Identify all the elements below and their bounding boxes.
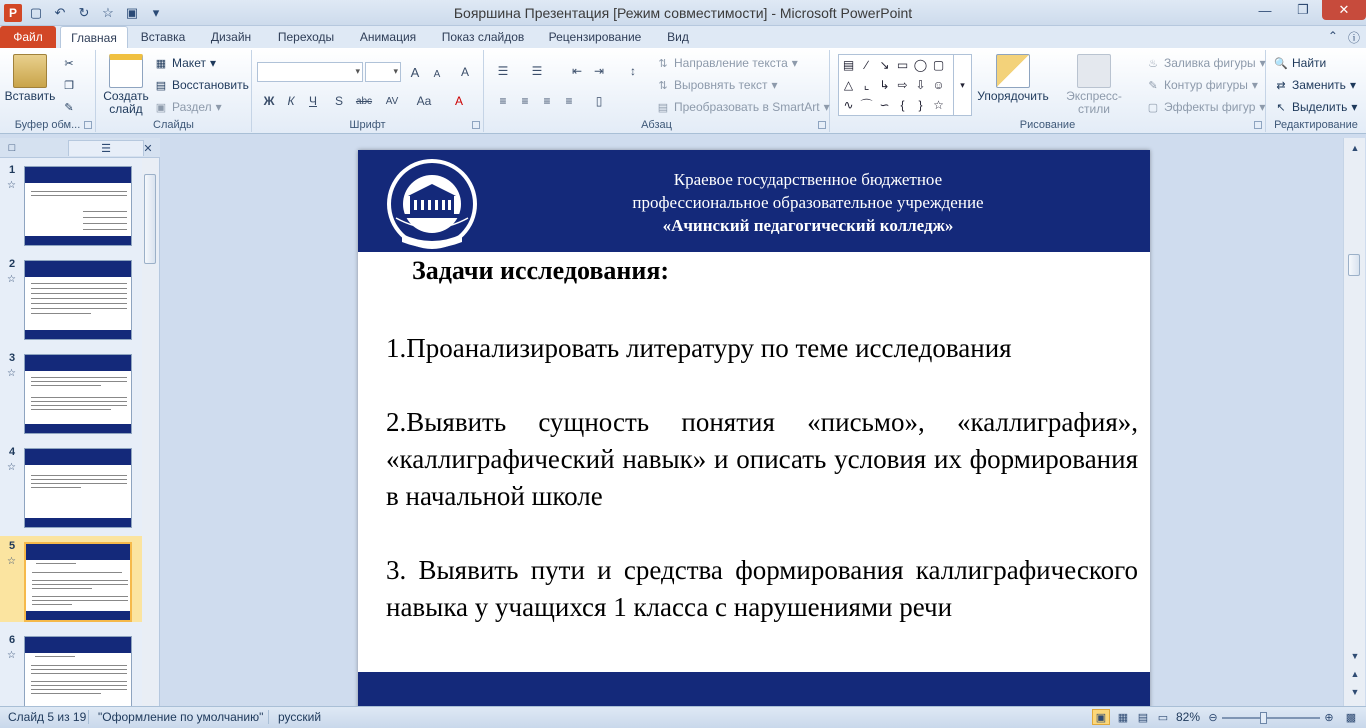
scroll-up-icon[interactable]: ▲: [1350, 143, 1360, 153]
save-icon[interactable]: ▢: [29, 5, 43, 20]
thumbnail-row[interactable]: [0, 442, 142, 528]
close-pane-icon[interactable]: ✕: [143, 142, 153, 155]
new-slide-button[interactable]: [100, 54, 152, 116]
undo-icon[interactable]: ↶: [54, 5, 66, 20]
fit-slide-icon[interactable]: ▩: [1345, 711, 1357, 724]
thumbnail-row-selected[interactable]: [0, 536, 142, 622]
slide-thumbnail[interactable]: [24, 166, 132, 246]
slide-header-band: [358, 150, 1150, 252]
smartart-button[interactable]: ▤ Преобразовать в SmartArt ▾: [657, 100, 830, 114]
tab-slideshow[interactable]: Показ слайдов: [441, 30, 525, 44]
shape-effects-icon: ▢: [1147, 101, 1159, 114]
smartart-icon: ▤: [657, 101, 669, 114]
cut-icon[interactable]: ✂: [64, 57, 74, 70]
slide-thumbnail[interactable]: [24, 448, 132, 528]
restore-icon[interactable]: ❐: [1297, 2, 1309, 17]
college-header-text: [572, 168, 1044, 237]
animation-star-icon: ☆: [7, 274, 16, 285]
triangle-shape-icon[interactable]: △: [843, 77, 854, 92]
header-line-2: профессиональное образовательное учреждение: [632, 193, 984, 212]
paste-label: Вставить: [4, 89, 56, 103]
font-size-combo[interactable]: ▾: [365, 62, 401, 82]
slide-thumbnail[interactable]: [24, 260, 132, 340]
down-arrow-shape-icon[interactable]: ⇩: [915, 77, 926, 92]
slide-counter: Слайд 5 из 19: [8, 710, 87, 724]
char-spacing-button[interactable]: AV: [385, 95, 399, 107]
paste-icon: [13, 54, 47, 88]
thumbnail-number: 4: [9, 446, 16, 458]
tab-insert[interactable]: Вставка: [140, 30, 186, 44]
layout-icon[interactable]: ▣: [125, 5, 139, 20]
slides-pane-tabs: [0, 138, 160, 158]
previous-slide-icon[interactable]: ▲: [1350, 669, 1360, 679]
rounded-rect-shape-icon[interactable]: ▢: [932, 57, 945, 72]
reading-view-icon[interactable]: ▤: [1137, 711, 1149, 724]
font-group-label: Шрифт: [349, 119, 386, 131]
align-center-icon[interactable]: ≡: [521, 94, 529, 108]
right-arrow-shape-icon[interactable]: ⇨: [897, 77, 908, 92]
smiley-shape-icon[interactable]: ☺: [932, 77, 945, 92]
decrease-indent-icon[interactable]: ⇤: [571, 64, 583, 78]
align-right-icon[interactable]: ≡: [543, 94, 551, 108]
new-slide-icon: [109, 54, 143, 88]
shape-fill-button[interactable]: ♨ Заливка фигуры ▾: [1146, 54, 1266, 72]
ribbon: [0, 48, 1366, 134]
align-left-icon[interactable]: ≡: [499, 94, 507, 108]
zoom-in-icon[interactable]: ⊕: [1324, 711, 1334, 724]
thumbnail-scroll-thumb[interactable]: [144, 174, 156, 264]
elbow-arrow-icon[interactable]: ↳: [879, 77, 890, 92]
zoom-slider-knob[interactable]: [1260, 712, 1267, 724]
reset-icon: ▤: [155, 79, 167, 92]
editing-group-label: Редактирование: [1274, 119, 1358, 131]
drawing-launcher-icon[interactable]: [1254, 121, 1262, 129]
task-item-1[interactable]: 1.Проанализировать литературу по теме исследования: [386, 333, 1012, 363]
animation-star-icon: ☆: [7, 650, 16, 661]
thumbnail-list: [0, 158, 142, 706]
title-bar: [0, 0, 1366, 26]
shape-outline-icon: ✎: [1148, 79, 1158, 92]
slide-title[interactable]: Задачи исследования:: [412, 256, 670, 285]
group-paragraph: [484, 50, 830, 132]
thumbnail-row[interactable]: [0, 160, 142, 246]
close-icon[interactable]: ✕: [1322, 0, 1366, 20]
quick-styles-icon: [1077, 54, 1111, 88]
group-clipboard: [0, 50, 96, 132]
thumbnail-row[interactable]: [0, 630, 142, 706]
minimize-ribbon-icon[interactable]: ⌃: [1327, 29, 1338, 43]
zoom-level[interactable]: 82%: [1176, 710, 1201, 724]
thumbnail-number: 3: [9, 352, 16, 364]
help-icon[interactable]: ⓘ: [1347, 31, 1360, 45]
minimize-icon[interactable]: —: [1258, 2, 1272, 18]
slide-scrollbar[interactable]: [1343, 138, 1365, 706]
font-color-icon[interactable]: A: [454, 94, 463, 108]
window-controls: [1246, 0, 1366, 20]
group-font: [252, 50, 484, 132]
section-icon: ▣: [155, 101, 167, 114]
left-brace-shape-icon[interactable]: {: [900, 97, 905, 112]
replace-button[interactable]: ⇄ Заменить ▾: [1274, 76, 1356, 94]
ribbon-tab-icons: [1328, 29, 1360, 46]
line-spacing-icon[interactable]: ↕: [630, 64, 636, 78]
slide-editing-area[interactable]: [161, 138, 1341, 706]
tab-transitions[interactable]: Переходы: [277, 30, 335, 44]
paragraph-launcher-icon[interactable]: [818, 121, 826, 129]
slideshow-view-icon[interactable]: ▭: [1157, 711, 1169, 724]
next-slide-icon[interactable]: ▼: [1350, 687, 1360, 697]
slide-scroll-thumb[interactable]: [1348, 254, 1360, 276]
layout-icon: ▦: [155, 57, 167, 70]
clipboard-group-label: Буфер обм...: [14, 119, 81, 131]
columns-icon[interactable]: ▯: [595, 94, 603, 108]
language-indicator[interactable]: русский: [278, 710, 322, 724]
header-line-1: Краевое государственное бюджетное: [673, 170, 943, 189]
group-slides: [96, 50, 252, 132]
shape-fill-icon: ♨: [1148, 57, 1158, 70]
star-icon[interactable]: ☆: [102, 5, 114, 20]
arc-shape-icon[interactable]: ⌒: [860, 98, 873, 112]
tab-file[interactable]: Файл: [0, 26, 56, 48]
arrange-button[interactable]: [978, 54, 1048, 103]
reset-button[interactable]: ▤ Восстановить: [155, 78, 249, 92]
outline-tab-icon[interactable]: ☰: [68, 140, 144, 156]
arrow-shape-icon[interactable]: ↘: [879, 57, 890, 72]
section-button[interactable]: ▣ Раздел ▾: [155, 100, 222, 114]
thumbnail-row[interactable]: [0, 348, 142, 434]
text-direction-icon: ⇅: [658, 57, 668, 70]
thumbnail-number: 6: [9, 634, 16, 646]
college-logo: [382, 156, 486, 252]
slides-group-label: Слайды: [153, 119, 194, 131]
slide-thumbnail[interactable]: [24, 636, 132, 706]
clipboard-launcher-icon[interactable]: [84, 121, 92, 129]
font-family-combo[interactable]: ▾: [257, 62, 363, 82]
align-text-button[interactable]: ⇅ Выровнять текст ▾: [656, 76, 778, 94]
group-drawing: [830, 50, 1266, 132]
slides-tab-icon[interactable]: □: [8, 142, 16, 154]
arrange-label: Упорядочить: [977, 89, 1049, 103]
tab-home[interactable]: Главная: [60, 26, 128, 48]
new-slide-label-2: слайд: [109, 102, 143, 116]
quick-styles-button[interactable]: [1052, 54, 1136, 116]
slide-canvas[interactable]: [358, 150, 1150, 710]
theme-name: "Оформление по умолчанию": [98, 710, 264, 724]
thumbnail-row[interactable]: [0, 254, 142, 340]
right-brace-shape-icon[interactable]: }: [918, 97, 923, 112]
shrink-font-button[interactable]: A: [433, 68, 441, 80]
layout-button[interactable]: ▦ Макет ▾: [155, 56, 216, 70]
animation-star-icon: ☆: [7, 556, 16, 567]
copy-icon[interactable]: ❐: [64, 79, 74, 92]
tab-review[interactable]: Рецензирование: [548, 30, 642, 44]
slides-pane: [0, 138, 160, 706]
drawing-group-label: Рисование: [1019, 119, 1076, 131]
redo-icon[interactable]: ↻: [78, 5, 90, 20]
shapes-more-icon[interactable]: ▾: [953, 55, 971, 115]
slide-thumbnail[interactable]: [24, 542, 132, 622]
tab-design[interactable]: Дизайн: [210, 30, 252, 44]
window-title: Бояршина Презентация [Режим совместимости] - Microsoft PowerPoint: [453, 5, 913, 21]
animation-star-icon: ☆: [7, 180, 16, 191]
scroll-down-icon[interactable]: ▼: [1350, 651, 1360, 661]
zoom-out-icon[interactable]: ⊖: [1208, 711, 1218, 724]
header-line-3: «Ачинский педагогический колледж»: [662, 216, 954, 235]
quick-access-toolbar: [4, 3, 166, 23]
bullets-icon[interactable]: ☰: [497, 64, 509, 78]
thumbnail-scrollbar[interactable]: [142, 158, 158, 706]
thumbnail-number: 5: [9, 540, 16, 552]
new-slide-label-1: Создать: [103, 89, 149, 103]
format-painter-icon[interactable]: ✎: [64, 101, 74, 114]
arrange-icon: [996, 54, 1030, 88]
shape-effects-button[interactable]: ▢ Эффекты фигур ▾: [1147, 100, 1266, 114]
justify-icon[interactable]: ≡: [565, 94, 573, 108]
slide-footer-band: [358, 672, 1150, 710]
clear-format-button[interactable]: A: [460, 65, 469, 79]
find-button[interactable]: 🔍 Найти: [1274, 56, 1327, 70]
underline-button[interactable]: Ч: [309, 94, 317, 108]
oval-shape-icon[interactable]: ◯: [913, 57, 928, 72]
strikethrough-button[interactable]: abc: [355, 95, 373, 107]
thumbnail-number: 2: [9, 258, 16, 270]
status-bar: [0, 706, 1366, 728]
normal-view-icon[interactable]: ▣: [1092, 709, 1110, 725]
tab-animation[interactable]: Анимация: [359, 30, 417, 44]
shadow-button[interactable]: S: [334, 94, 343, 108]
task-item-3[interactable]: 3. Выявить пути и средства формирования каллиграфического навыка у учащихся 1 класса с нарушениями речи: [386, 555, 1138, 622]
italic-button[interactable]: К: [287, 94, 295, 108]
slide-thumbnail[interactable]: [24, 354, 132, 434]
tab-view[interactable]: Вид: [667, 30, 689, 44]
text-direction-button[interactable]: ⇅ Направление текста ▾: [656, 54, 798, 72]
shapes-gallery[interactable]: [838, 54, 972, 116]
thumbnail-number: 1: [9, 164, 16, 176]
change-case-button[interactable]: Aa: [416, 94, 432, 108]
powerpoint-app-icon[interactable]: P: [4, 4, 22, 22]
textbox-shape-icon[interactable]: ▤: [842, 57, 855, 72]
rectangle-shape-icon[interactable]: ▭: [896, 57, 909, 72]
freeform-shape-icon[interactable]: ∽: [879, 97, 890, 112]
select-button[interactable]: ↖ Выделить ▾: [1274, 98, 1357, 116]
paste-button[interactable]: [4, 54, 56, 103]
slide-sorter-icon[interactable]: ▦: [1117, 711, 1129, 724]
elbow-connector-icon[interactable]: ⌞: [863, 77, 870, 92]
group-editing: [1266, 50, 1366, 132]
font-launcher-icon[interactable]: [472, 121, 480, 129]
quick-styles-label: Экспресс-стили: [1066, 89, 1122, 116]
paragraph-group-label: Абзац: [641, 119, 672, 131]
select-icon: ↖: [1276, 101, 1286, 114]
grow-font-button[interactable]: A: [410, 64, 420, 80]
curve-shape-icon[interactable]: ∿: [843, 97, 854, 112]
animation-star-icon: ☆: [7, 368, 16, 379]
bold-button[interactable]: Ж: [263, 94, 275, 108]
customize-qat-icon[interactable]: ▾: [152, 5, 160, 20]
find-icon: 🔍: [1274, 57, 1288, 70]
replace-icon: ⇄: [1276, 79, 1286, 92]
ribbon-tabs: [0, 26, 1366, 48]
zoom-slider[interactable]: [1222, 717, 1320, 719]
align-text-icon: ⇅: [658, 79, 668, 92]
increase-indent-icon[interactable]: ⇥: [593, 64, 605, 78]
line-shape-icon[interactable]: ∕: [865, 57, 868, 72]
star-shape-icon[interactable]: ☆: [933, 97, 944, 112]
shape-outline-button[interactable]: ✎ Контур фигуры ▾: [1146, 76, 1258, 94]
animation-star-icon: ☆: [7, 462, 16, 473]
task-item-2[interactable]: 2.Выявить сущность понятия «письмо», «каллиграфия», «каллиграфический навык» и описать условия их формирования в начальной школе: [386, 407, 1138, 511]
numbering-icon[interactable]: ☰: [531, 64, 543, 78]
